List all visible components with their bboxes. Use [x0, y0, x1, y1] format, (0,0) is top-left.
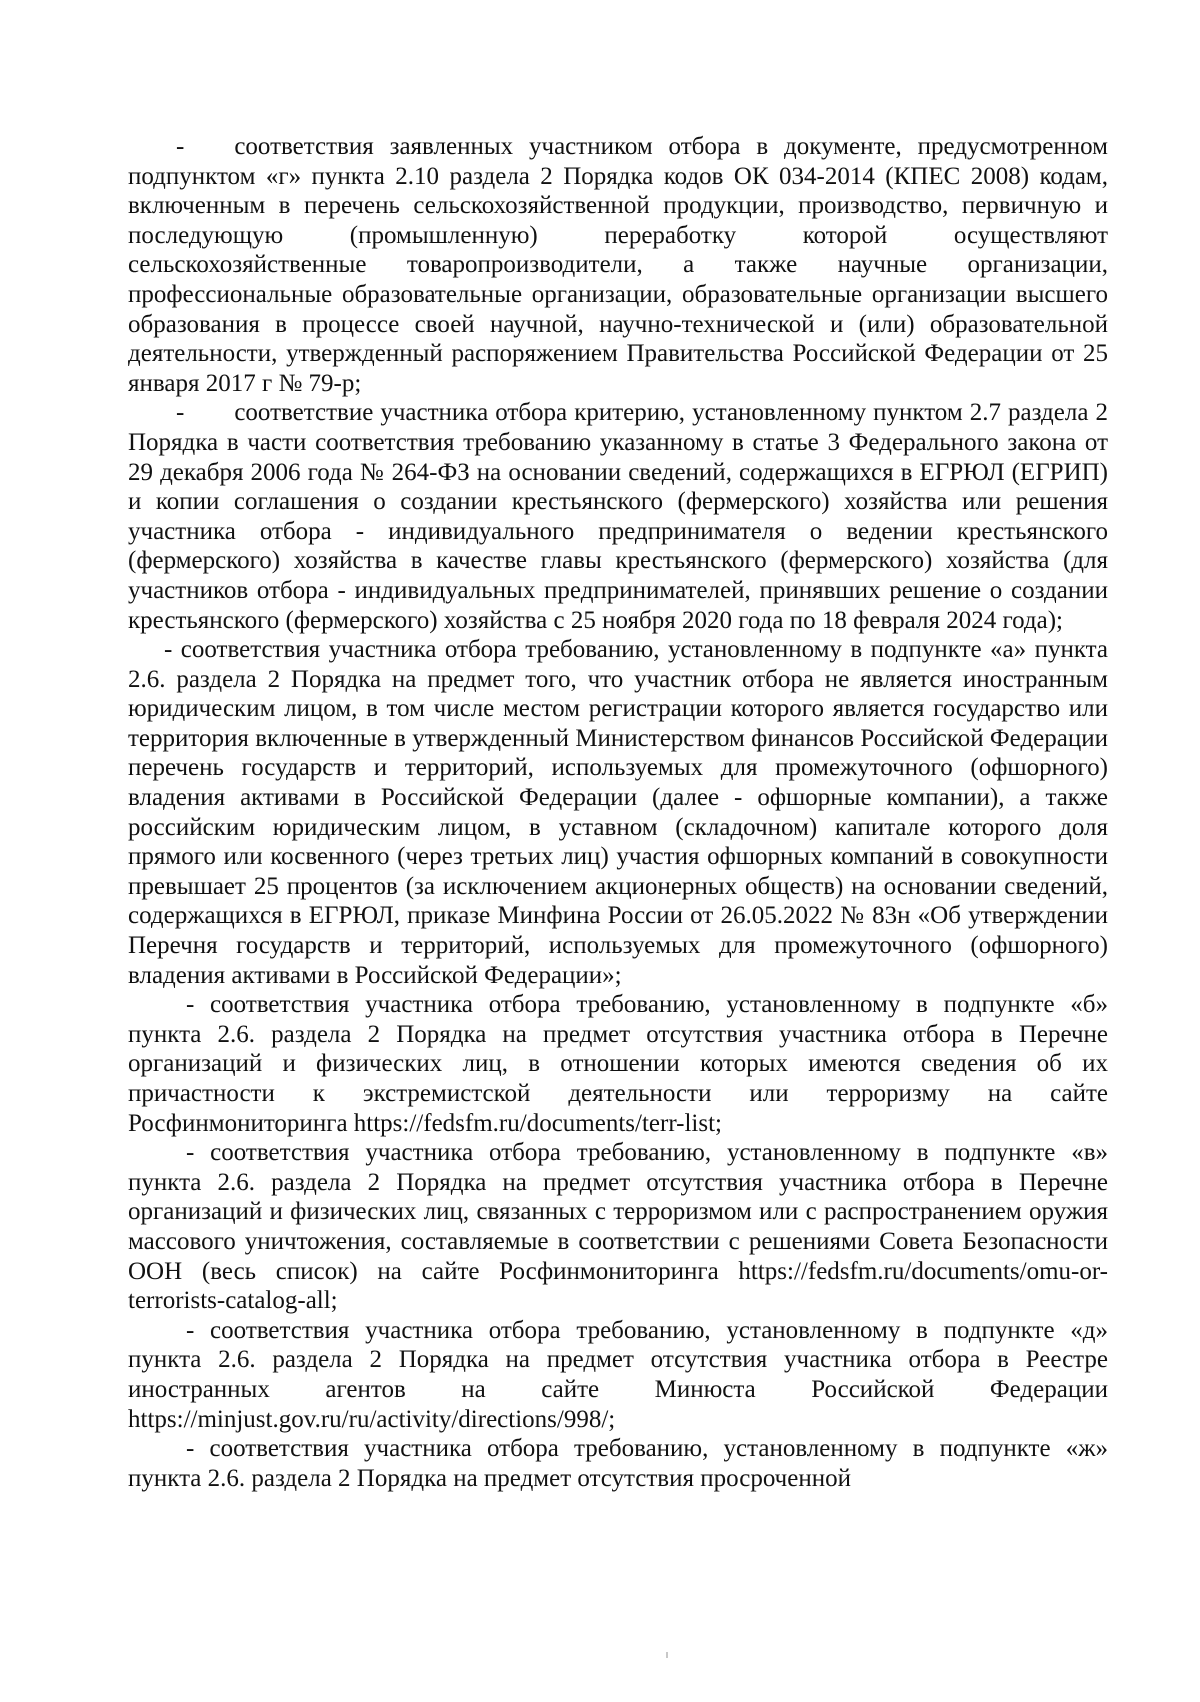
paragraph-offshore-check: - соответствия участника отбора требованию, установленному в подпункте «а» пункта 2.6. раздела 2 Порядка на предмет того, что участник отбора не является иностранным юридическим лицом, в том числе местом регистрации которого является государство или территория включенные в утвержденный Министерством финансов Российской Федерации перечень государств и территорий, используемых для промежуточного (офшорного) владения активами в Российской Федерации (далее - офшорные компании), а также российским юридическим лицом, в уставном (складочном) капитале которого доля прямого или косвенного (через третьих лиц) участия офшорных компаний в совокупности превышает 25 процентов (за исключением акционерных обществ) на основании сведений, содержащихся в ЕГРЮЛ, приказе Минфина России от 26.05.2022 № 83н «Об утверждении Перечня государств и территорий, используемых для промежуточного (офшорного) владения активами в Российской Федерации»;: [128, 636, 1108, 989]
paragraph-overdue-debt-check: - соответствия участника отбора требованию, установленному в подпункте «ж» пункта 2.6. раздела 2 Порядка на предмет отсутствия просроченной: [128, 1435, 1108, 1492]
paragraph-foreign-agents-check: - соответствия участника отбора требованию, установленному в подпункте «д» пункта 2.6. раздела 2 Порядка на предмет отсутствия участника отбора в Реестре иностранных агентов на сайте Минюста Российской Федерации https://minjust.gov.ru/ru/activity/directions/998/;: [128, 1316, 1108, 1433]
document-page: [128, 132, 1108, 1493]
scan-speck: [666, 1652, 668, 1658]
paragraph-wmd-list-check: - соответствия участника отбора требованию, установленному в подпункте «в» пункта 2.6. раздела 2 Порядка на предмет отсутствия участника отбора в Перечне организаций и физических лиц, связанных с терроризмом или с распространением оружия массового уничтожения, составляемые в соответствии с решениями Совета Безопасности ООН (весь список) на сайте Росфинмониторинга https://fedsfm.ru/documents/omu-or-terrorists-catalog-all;: [128, 1139, 1108, 1315]
paragraph-okpd-codes-check: - соответствия заявленных участником отбора в документе, предусмотренном подпунктом «г» пункта 2.10 раздела 2 Порядка кодов ОК 034-2014 (КПЕС 2008) кодам, включенным в перечень сельскохозяйственной продукции, производство, первичную и последующую (промышленную) переработку которой осуществляют сельскохозяйственные товаропроизводители, а также научные организации, профессиональные образовательные организации, образовательные организации высшего образования в процессе своей научной, научно-технической и (или) образовательной деятельности, утвержденный распоряжением Правительства Российской Федерации от 25 января 2017 г № 79-р;: [128, 133, 1108, 397]
paragraph-extremism-list-check: - соответствия участника отбора требованию, установленному в подпункте «б» пункта 2.6. раздела 2 Порядка на предмет отсутствия участника отбора в Перечне организаций и физических лиц, в отношении которых имеются сведения об их причастности к экстремистской деятельности или терроризму на сайте Росфинмониторинга https://fedsfm.ru/documents/terr-list;: [128, 991, 1108, 1137]
paragraph-farm-criterion-check: - соответствие участника отбора критерию, установленному пунктом 2.7 раздела 2 Порядка в части соответствия требованию указанному в статье 3 Федерального закона от 29 декабря 2006 года № 264-ФЗ на основании сведений, содержащихся в ЕГРЮЛ (ЕГРИП) и копии соглашения о создании крестьянского (фермерского) хозяйства или решения участника отбора - индивидуального предпринимателя о ведении крестьянского (фермерского) хозяйства в качестве главы крестьянского (фермерского) хозяйства (для участников отбора - индивидуальных предпринимателей, принявших решение о создании крестьянского (фермерского) хозяйства с 25 ноября 2020 года по 18 февраля 2024 года);: [128, 399, 1108, 634]
